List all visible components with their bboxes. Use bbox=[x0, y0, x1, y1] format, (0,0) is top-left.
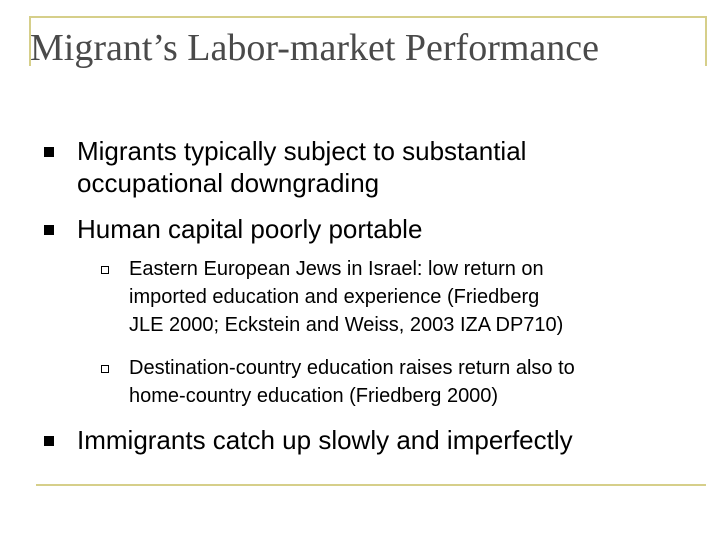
sub-bullet-hollow-square-icon bbox=[101, 365, 109, 373]
sub-bullet-text-israel bbox=[129, 255, 563, 339]
bullet-line: occupational downgrading bbox=[77, 168, 380, 198]
bullet-text-catch-up bbox=[77, 424, 573, 456]
slide-title: Migrant’s Labor-market Performance bbox=[30, 27, 600, 69]
sub-bullet-hollow-square-icon bbox=[101, 266, 109, 274]
bullet-square-icon bbox=[44, 436, 54, 446]
frame-top-rule bbox=[29, 16, 707, 18]
sub-bullet-line: imported education and experience (Friedberg bbox=[129, 286, 540, 308]
frame-right-rule bbox=[705, 16, 707, 66]
sub-bullet-line: Destination-country education raises return also to bbox=[129, 357, 575, 379]
sub-bullet-line: Eastern European Jews in Israel: low return on bbox=[129, 258, 544, 280]
sub-bullet-text-destination bbox=[129, 354, 575, 410]
bullet-text-downgrading bbox=[77, 135, 526, 199]
bullet-text-human-capital bbox=[77, 213, 422, 245]
frame-bottom-rule bbox=[36, 484, 706, 486]
bullet-square-icon bbox=[44, 225, 54, 235]
bullet-line: Immigrants catch up slowly and imperfectly bbox=[77, 425, 573, 455]
bullet-square-icon bbox=[44, 147, 54, 157]
bullet-line: Human capital poorly portable bbox=[77, 214, 423, 244]
bullet-line: Migrants typically subject to substantial bbox=[77, 136, 527, 166]
sub-bullet-line: JLE 2000; Eckstein and Weiss, 2003 IZA DP710) bbox=[129, 314, 564, 336]
sub-bullet-line: home-country education (Friedberg 2000) bbox=[129, 385, 499, 407]
